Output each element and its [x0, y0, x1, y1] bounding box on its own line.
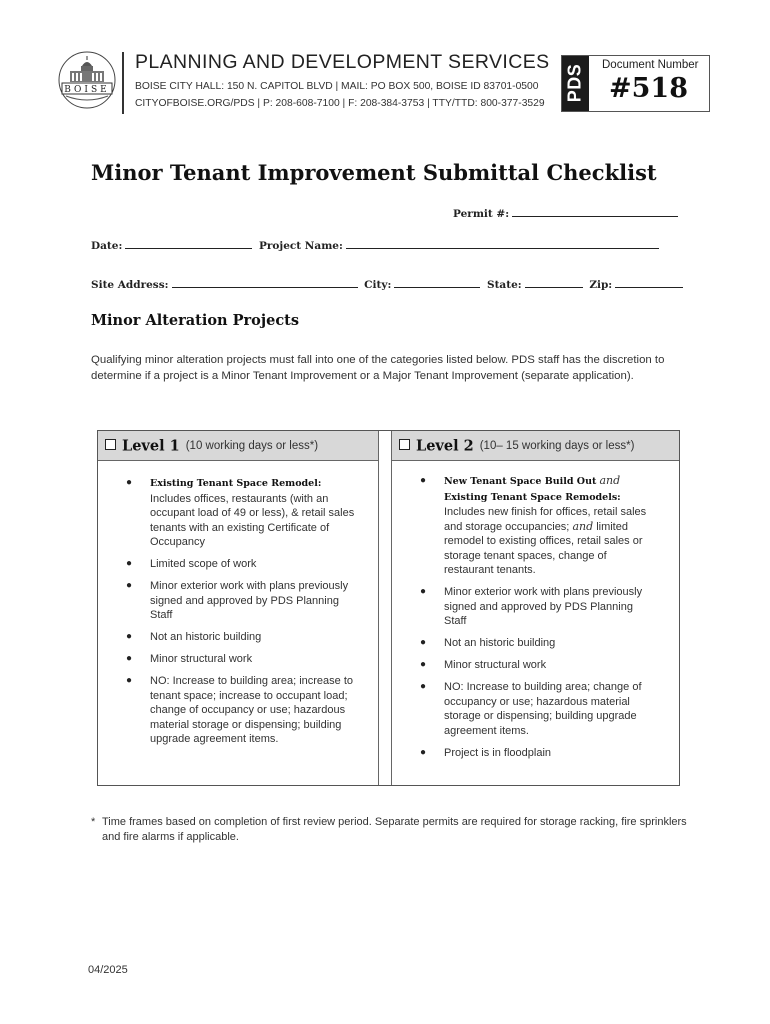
item-text: Limited scope of work: [150, 558, 257, 570]
section-intro: Qualifying minor alteration projects must fall into one of the categories listed below. PDS staff has the discretion to determine if a project is a Minor Tenant Improvement or a Major Tenant Improvement (separate application).: [91, 354, 665, 382]
address-row: [91, 277, 686, 291]
list-item: ● Minor exterior work with plans previously signed and approved by PDS Planning Staff: [126, 580, 349, 621]
level-1-label: Level 1: [122, 437, 180, 455]
item-and: and: [599, 474, 621, 487]
level-1-list: [126, 476, 364, 754]
list-item: ● Not an historic building: [126, 631, 262, 643]
item-heading-2: Existing Tenant Space Remodels:: [444, 491, 621, 503]
zip-label: Zip:: [589, 279, 613, 291]
permit-label: Permit #:: [453, 208, 510, 220]
pds-tab: [562, 56, 589, 111]
item-text: Includes new finish for offices, retail sales and storage occupancies;: [444, 506, 647, 533]
site-address-input[interactable]: [172, 277, 358, 288]
level-2-list: [420, 474, 656, 768]
item-text: Minor exterior work with plans previously signed and approved by PDS Planning Staff: [444, 586, 643, 627]
logo-text: BOISE: [64, 85, 110, 95]
state-label: State:: [487, 279, 522, 291]
item-text: Not an historic building: [150, 631, 262, 643]
project-name-input[interactable]: [346, 238, 659, 249]
date-project-row: [91, 238, 662, 252]
list-item: ● NO: Increase to building area; change of occupancy or use; hazardous material storage or dispensing; building upgrade agreement items.: [420, 681, 642, 737]
boise-logo: [56, 50, 118, 110]
item-and-2: and: [572, 519, 594, 533]
section-title: Minor Alteration Projects: [91, 312, 300, 329]
item-text: Not an historic building: [444, 637, 556, 649]
footnote-text: Time frames based on completion of first review period. Separate permits are required for storage racking, fire sprinklers and fire alarms if applicable.: [102, 816, 687, 843]
zip-input[interactable]: [615, 277, 683, 288]
level-2-checkbox[interactable]: [399, 439, 410, 450]
list-item: ● Minor exterior work with plans previously signed and approved by PDS Planning Staff: [420, 586, 643, 627]
document-number: #518: [609, 73, 688, 104]
list-item: ● New Tenant Space Build Out and Existing Tenant Space Remodels: Includes new finish for offices, retail sales and storage occupancies; and limited remodel to existing offices, retail sales or storage tenant spaces, change of restaurant tenants.: [420, 474, 647, 576]
level-2-header: [392, 431, 679, 461]
level-2-subtitle: (10– 15 working days or less*): [479, 439, 635, 452]
item-heading: Existing Tenant Space Remodel:: [150, 478, 322, 489]
address-line-2: CITYOFBOISE.ORG/PDS | P: 208-608-7100 | F: 208-384-3753 | TTY/TTD: 800-377-3529: [135, 98, 545, 109]
list-item: ● Minor structural work: [420, 659, 547, 671]
item-text: Minor structural work: [150, 653, 253, 665]
list-item: ● Limited scope of work: [126, 558, 257, 570]
level-2-label: Level 2: [416, 437, 474, 455]
revision-date: 04/2025: [88, 964, 128, 976]
item-text: Includes offices, restaurants (with an occupant load of 49 or less), & retail sales tenants with an existing Certificate of Occupancy: [150, 492, 355, 548]
list-item: ● NO: Increase to building area; increase to tenant space; increase to occupant load; change of occupancy or use; hazardous material storage or dispensing; building upgrade agreement items.: [126, 675, 354, 745]
document-number-label: Document Number: [602, 59, 699, 71]
list-item: ● Project is in floodplain: [420, 746, 552, 759]
footnote-marker: *: [91, 816, 96, 828]
item-text: NO: Increase to building area; change of occupancy or use; hazardous material storage or dispensing; building upgrade agreement items.: [444, 681, 642, 737]
levels-table: [97, 430, 680, 786]
list-item: ● Not an historic building: [420, 637, 556, 649]
address-line-1: BOISE CITY HALL: 150 N. CAPITOL BLVD | MAIL: PO BOX 500, BOISE ID 83701-0500: [135, 81, 539, 92]
level-1-checkbox[interactable]: [105, 439, 116, 450]
state-input[interactable]: [525, 277, 583, 288]
item-text-2: limited remodel to existing offices, retail sales or storage tenant spaces, change of restaurant tenants.: [444, 520, 643, 576]
item-text: Minor structural work: [444, 659, 547, 671]
city-input[interactable]: [394, 277, 480, 288]
org-title: PLANNING AND DEVELOPMENT SERVICES: [135, 51, 550, 73]
document-number-box: [561, 55, 710, 112]
item-heading: New Tenant Space Build Out: [444, 476, 597, 487]
city-label: City:: [364, 279, 392, 291]
date-input[interactable]: [125, 238, 252, 249]
level-1-header: [98, 431, 378, 461]
item-text: Minor exterior work with plans previously signed and approved by PDS Planning Staff: [150, 580, 349, 621]
item-text: NO: Increase to building area; increase to tenant space; increase to occupant load; change of occupancy or use; hazardous material storage or dispensing; building upgrade agreement items.: [150, 675, 354, 745]
site-address-label: Site Address:: [91, 279, 169, 291]
permit-field-row: [453, 206, 681, 220]
header-divider: [122, 52, 124, 114]
item-text: Project is in floodplain: [444, 746, 552, 759]
permit-input[interactable]: [512, 206, 678, 217]
list-item: ● Existing Tenant Space Remodel: Includes offices, restaurants (with an occupant load of 49 or less), & retail sales tenants with an existing Certificate of Occupancy: [126, 477, 355, 548]
level-1-subtitle: (10 working days or less*): [185, 439, 319, 452]
footnote: [91, 815, 691, 845]
list-item: ● Minor structural work: [126, 653, 253, 665]
project-name-label: Project Name:: [258, 240, 343, 252]
date-label: Date:: [91, 240, 123, 252]
page-title: Minor Tenant Improvement Submittal Checklist: [91, 160, 657, 185]
pds-tab-label: PDS: [564, 63, 585, 103]
